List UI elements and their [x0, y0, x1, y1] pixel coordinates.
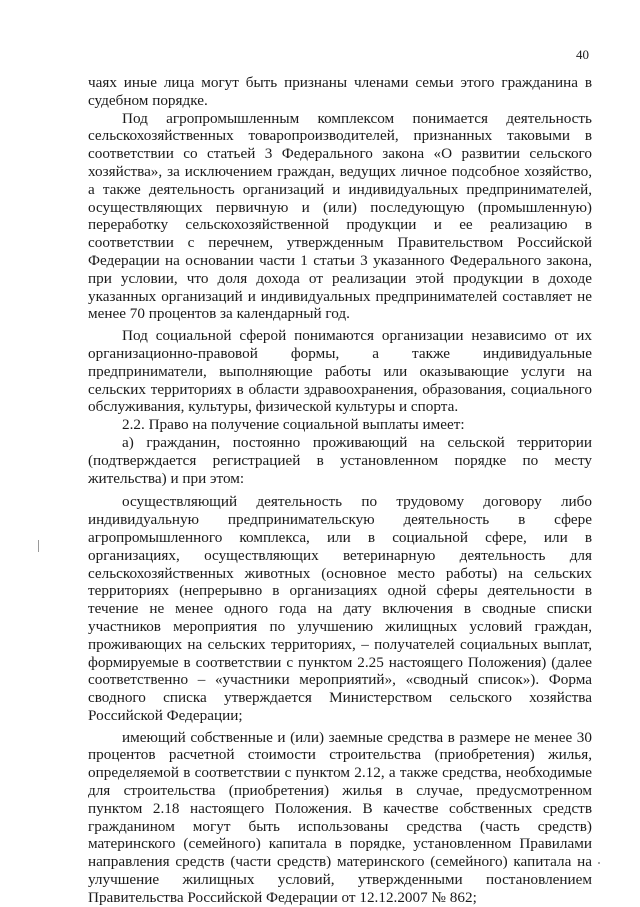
scan-artifact-mark — [38, 540, 39, 552]
paragraph-family-continuation: чаях иные лица могут быть признаны членами семьи этого гражданина в судебном порядке. — [88, 74, 592, 109]
paragraph-agro-complex-definition: Под агропромышленным комплексом понимается деятельность сельскохозяйственных товаропроизводителей, признанных таковыми в соответствии со статьей 3 Федерального закона «О развитии сельского хозяйства», за исключением граждан, ведущих личное подсобное хозяйство, а также деятельность организаций и индивидуальных предпринимателей, осуществляющих первичную и (или) последующую (промышленную) переработку сельскохозяйственной продукции и ее реализацию в соответствии с перечнем, утвержденным Правительством Российской Федерации на основании части 1 статьи 3 указанного Федерального закона, при условии, что доля дохода от реализации этой продукции в доходе указанных организаций и индивидуальных предпринимателей составляет не менее 70 процентов за календарный год. — [88, 109, 592, 323]
paragraph-employment-condition: осуществляющий деятельность по трудовому договору либо индивидуальную предпринимательскую деятельность в сфере агропромышленного комплекса, или в социальной сфере, или в организациях, осуществляющих ветеринарную деятельность для сельскохозяйственных животных (основное место работы) на сельских территориях (непрерывно в организациях одной сферы деятельности в течение не менее одного года на дату включения в сводные списки участников мероприятия по улучшению жилищных условий граждан, проживающих на сельских территориях, – получателей социальных выплат, формируемые в соответствии с пунктом 2.25 настоящего Положения) (далее соответственно – «участники мероприятий», «сводный список»). Форма сводного списка утверждается Министерством сельского хозяйства Российской Федерации; — [88, 493, 592, 724]
scan-artifact-dot — [598, 862, 600, 864]
paragraph-social-sphere-definition: Под социальной сферой понимаются организации независимо от их организационно-правовой формы, а также индивидуальные предприниматели, выполняющие работы или оказывающие услуги на сельских территориях в области здравоохранения, образования, социального обслуживания, культуры, физической культуры и спорта. — [88, 327, 592, 416]
paragraph-item-a: а) гражданин, постоянно проживающий на сельской территории (подтверждается регистрацией в установленном порядке по месту жительства) и при этом: — [88, 433, 592, 487]
document-body — [88, 74, 592, 907]
page-number: 40 — [576, 47, 589, 62]
paragraph-section-2-2-heading: 2.2. Право на получение социальной выплаты имеет: — [122, 416, 465, 434]
paragraph-own-funds-condition: имеющий собственные и (или) заемные средства в размере не менее 30 процентов расчетной стоимости строительства (приобретения) жилья, определяемой в соответствии с пунктом 2.12, а также средства, необходимые для строительства (приобретения) жилья в случае, предусмотренном пунктом 2.18 настоящего Положения. В качестве собственных средств гражданином могут быть использованы средства (часть средств) материнского (семейного) капитала в порядке, установленном Правилами направления средств (части средств) материнского (семейного) капитала на улучшение жилищных условий, утвержденными постановлением Правительства Российской Федерации от 12.12.2007 № 862; — [88, 728, 592, 906]
